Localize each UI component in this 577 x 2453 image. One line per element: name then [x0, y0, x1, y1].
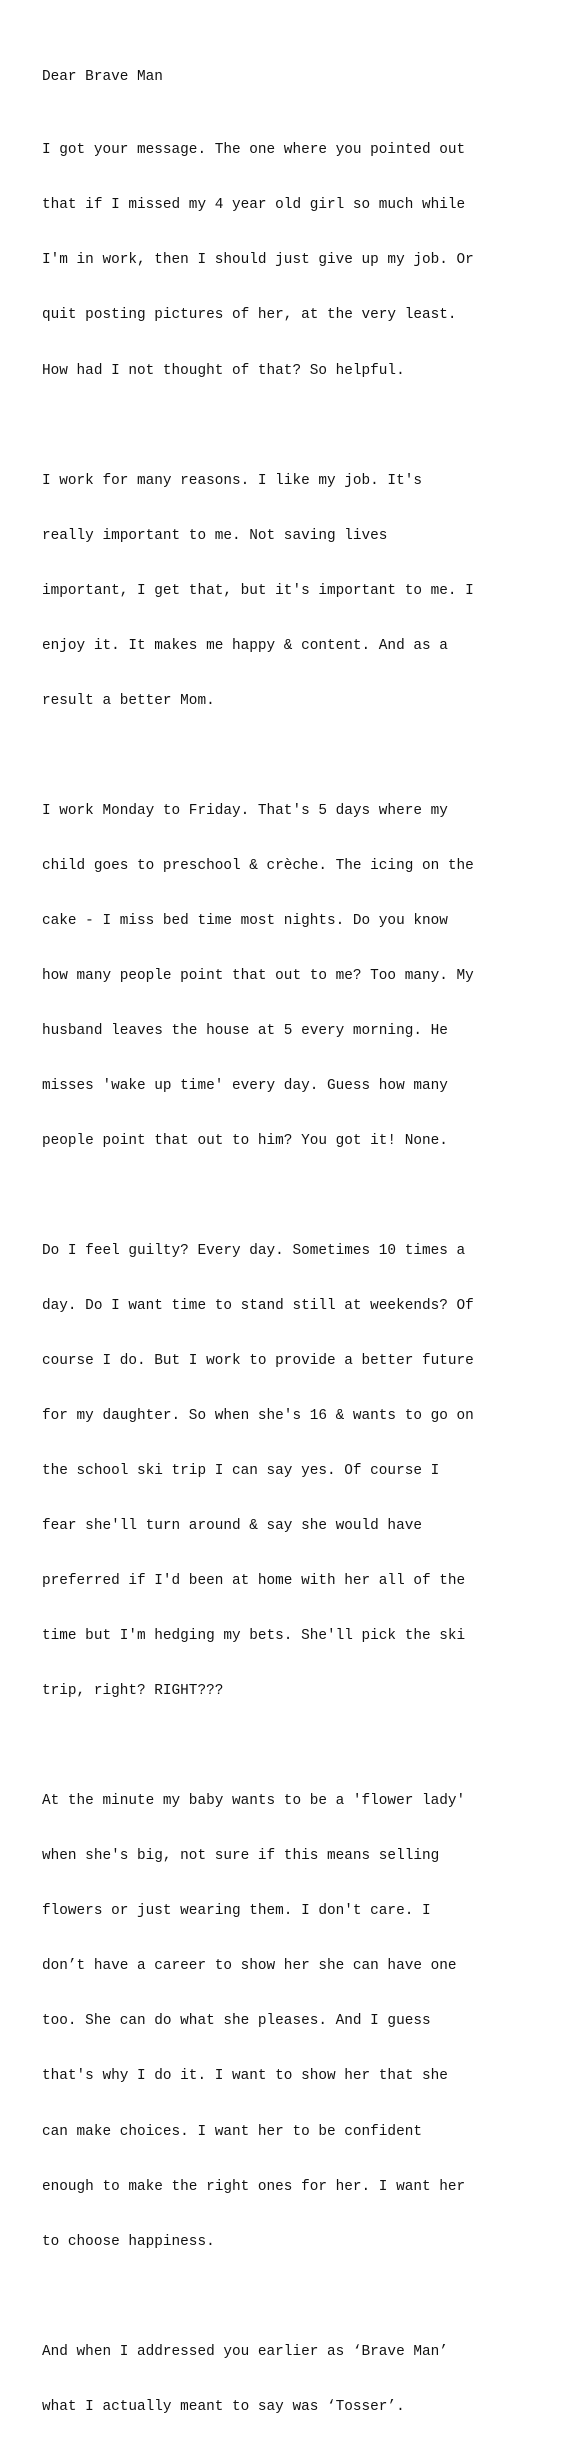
text-line: enough to make the right ones for her. I want her: [42, 2178, 466, 2195]
text-line: that's why I do it. I want to show her that she: [42, 2068, 448, 2085]
text-line: important, I get that, but it's important to me. I: [42, 582, 474, 599]
text-line: And when I addressed you earlier as ‘Brave Man’: [42, 2343, 448, 2360]
text-line: people point that out to him? You got it! None.: [42, 1132, 448, 1149]
letter-paragraph-5: [42, 1756, 572, 2288]
text-line: I got your message. The one where you pointed out: [42, 142, 466, 159]
letter-paragraph-6: [42, 2306, 572, 2453]
letter-paragraph-3: [42, 765, 572, 1187]
letter-paragraph-4: [42, 1205, 572, 1737]
text-line: I work Monday to Friday. That's 5 days where my: [42, 802, 448, 819]
letter-paragraph-2: [42, 435, 572, 747]
text-line: How had I not thought of that? So helpful.: [42, 362, 405, 379]
letter-greeting: Dear Brave Man: [42, 69, 163, 85]
text-line: the school ski trip I can say yes. Of course I: [42, 1463, 440, 1480]
text-line: when she's big, not sure if this means selling: [42, 1848, 440, 1865]
text-line: quit posting pictures of her, at the very least.: [42, 307, 457, 324]
text-line: day. Do I want time to stand still at weekends? Of: [42, 1298, 474, 1315]
text-line: trip, right? RIGHT???: [42, 1683, 224, 1700]
text-line: misses 'wake up time' every day. Guess how many: [42, 1077, 448, 1094]
text-line: flowers or just wearing them. I don't care. I: [42, 1903, 431, 1920]
text-line: fear she'll turn around & say she would have: [42, 1518, 422, 1535]
text-line: cake - I miss bed time most nights. Do you know: [42, 912, 448, 929]
text-line: too. She can do what she pleases. And I guess: [42, 2013, 431, 2030]
letter-paragraph-1: [42, 105, 572, 417]
text-line: that if I missed my 4 year old girl so much while: [42, 197, 466, 214]
text-line: Do I feel guilty? Every day. Sometimes 10 times a: [42, 1243, 466, 1259]
letter-body: [42, 68, 572, 2453]
text-line: At the minute my baby wants to be a 'flower lady': [42, 1793, 466, 1810]
text-line: how many people point that out to me? Too many. My: [42, 967, 474, 984]
text-line: result a better Mom.: [42, 692, 215, 709]
text-line: enjoy it. It makes me happy & content. And as a: [42, 637, 448, 654]
text-line: what I actually meant to say was ‘Tosser’.: [42, 2398, 405, 2415]
text-line: for my daughter. So when she's 16 & wants to go on: [42, 1408, 474, 1425]
text-line: course I do. But I work to provide a better future: [42, 1353, 474, 1370]
text-line: preferred if I'd been at home with her all of the: [42, 1573, 466, 1590]
text-line: I'm in work, then I should just give up my job. Or: [42, 252, 474, 269]
text-line: I work for many reasons. I like my job. It's: [42, 472, 422, 489]
text-line: time but I'm hedging my bets. She'll pick the ski: [42, 1628, 466, 1645]
text-line: husband leaves the house at 5 every morning. He: [42, 1022, 448, 1039]
text-line: to choose happiness.: [42, 2233, 215, 2250]
text-line: can make choices. I want her to be confident: [42, 2123, 422, 2140]
text-line: child goes to preschool & crèche. The icing on the: [42, 857, 474, 874]
text-line: don’t have a career to show her she can have one: [42, 1958, 457, 1975]
text-line: really important to me. Not saving lives: [42, 527, 388, 544]
